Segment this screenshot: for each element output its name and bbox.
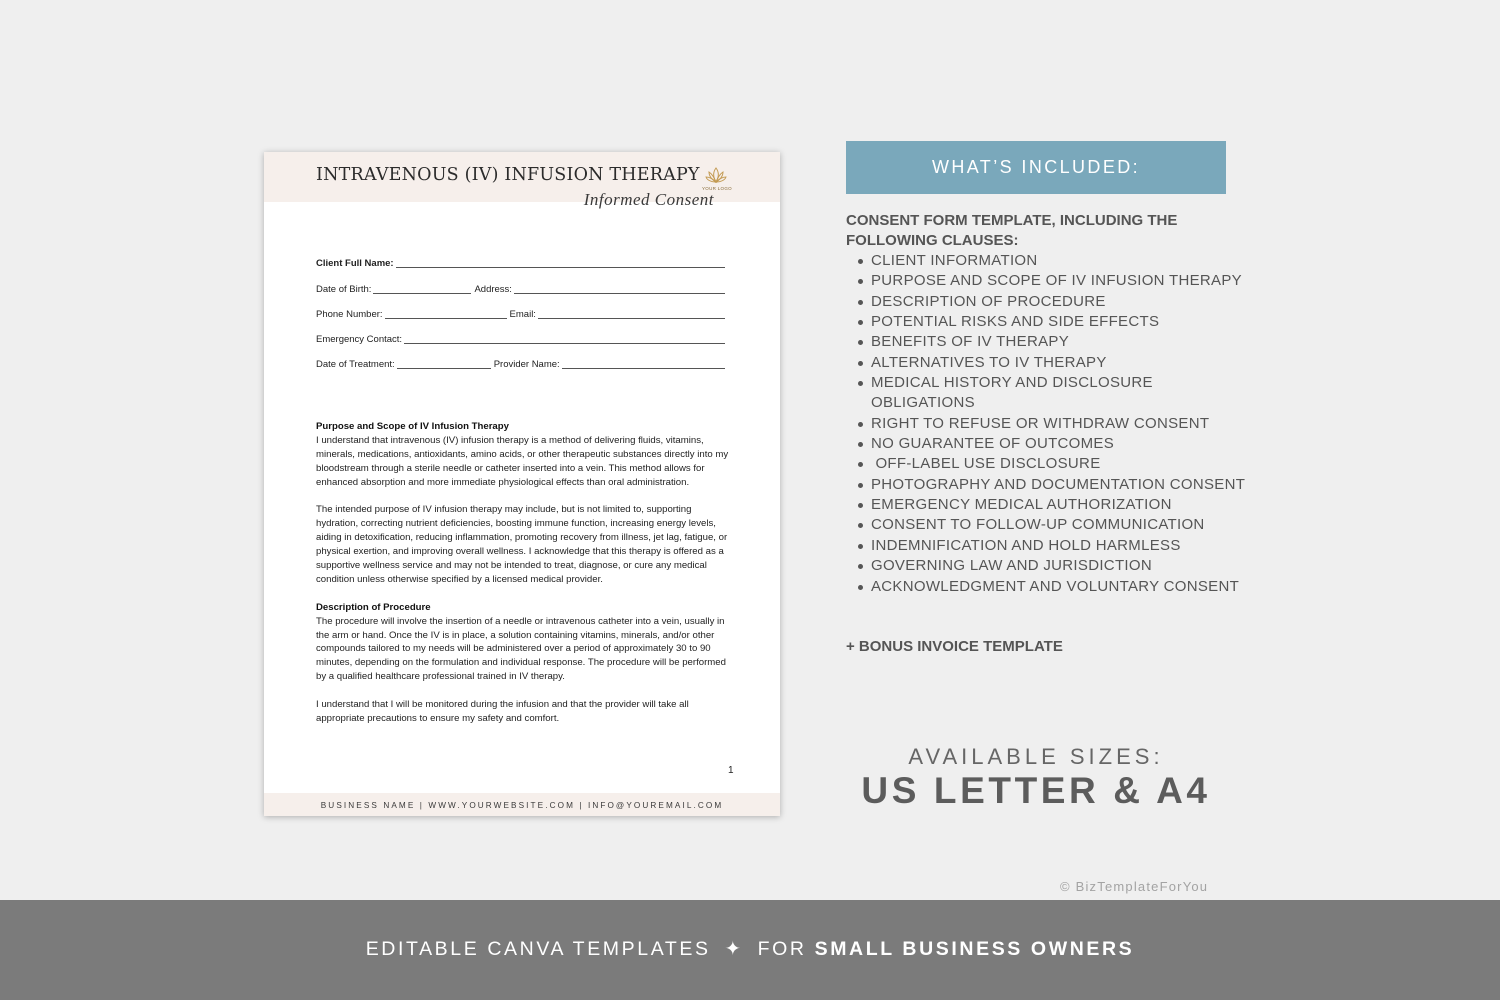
field-row-client-name — [316, 244, 728, 269]
clause-item: CONSENT TO FOLLOW-UP COMMUNICATION — [871, 515, 1261, 535]
clause-list — [846, 251, 1261, 597]
clause-item: PHOTOGRAPHY AND DOCUMENTATION CONSENT — [871, 475, 1261, 495]
email-line[interactable] — [538, 309, 725, 319]
clause-item: ACKNOWLEDGMENT AND VOLUNTARY CONSENT — [871, 577, 1261, 597]
dob-label: Date of Birth: — [316, 283, 372, 295]
address-label: Address: — [474, 283, 512, 295]
consent-form-page — [264, 152, 780, 816]
clause-item: ALTERNATIVES TO IV THERAPY — [871, 353, 1261, 373]
treatment-date-label: Date of Treatment: — [316, 359, 395, 371]
bottom-banner — [0, 900, 1500, 1000]
clause-item: EMERGENCY MEDICAL AUTHORIZATION — [871, 495, 1261, 515]
clause-item: POTENTIAL RISKS AND SIDE EFFECTS — [871, 312, 1261, 332]
clause-item: INDEMNIFICATION AND HOLD HARMLESS — [871, 536, 1261, 556]
document-subtitle: Informed Consent — [583, 190, 714, 209]
logo-label: YOUR LOGO — [702, 186, 732, 191]
clause-item: DESCRIPTION OF PROCEDURE — [871, 292, 1261, 312]
copyright-text: © BizTemplateForYou — [1060, 879, 1209, 894]
document-footer: BUSINESS NAME | WWW.YOURWEBSITE.COM | INFO@YOUREMAIL.COM — [264, 793, 780, 816]
sparkle-icon: ✦ — [724, 938, 744, 960]
address-line[interactable] — [514, 284, 725, 294]
whats-included-header: WHAT’S INCLUDED: — [846, 141, 1226, 194]
clause-item: NO GUARANTEE OF OUTCOMES — [871, 434, 1261, 454]
provider-label: Provider Name: — [493, 359, 560, 371]
field-row-phone-email — [316, 295, 728, 320]
dob-line[interactable] — [373, 284, 471, 294]
clause-item: CLIENT INFORMATION — [871, 251, 1261, 271]
emergency-label: Emergency Contact: — [316, 334, 403, 346]
field-row-treatment-provider — [316, 345, 728, 370]
emergency-line[interactable] — [404, 334, 725, 344]
whats-included-intro: CONSENT FORM TEMPLATE, INCLUDING THE FOLLOWING CLAUSES: — [846, 212, 1178, 250]
section-paragraph: The intended purpose of IV infusion therapy may include, but is not limited to, supporting hydration, correcting nutrient deficiencies, boosting immune function, increasing energy levels, aiding in detoxification, reducing inflammation, promoting recovery from illness, jet lag, fatigue, or physical exertion, and improving overall wellness. I acknowledge that this therapy is offered as a supportive wellness service and may not be intended to treat, diagnose, or cure any medical condition unless otherwise specified by a licensed medical provider. — [316, 504, 728, 585]
client-name-label: Client Full Name: — [316, 258, 394, 270]
document-body — [316, 420, 732, 740]
client-name-line[interactable] — [396, 258, 725, 268]
section-heading: Description of Procedure — [316, 601, 431, 613]
section-paragraph: I understand that I will be monitored during the infusion and that the provider will take all appropriate precautions to ensure my safety and comfort. — [316, 699, 689, 724]
clause-item: GOVERNING LAW AND JURISDICTION — [871, 556, 1261, 576]
page-number: 1 — [728, 765, 734, 776]
clause-item: OFF-LABEL USE DISCLOSURE — [871, 454, 1261, 474]
document-title: INTRAVENOUS (IV) INFUSION THERAPY — [316, 165, 700, 185]
client-info-fields — [316, 244, 728, 370]
banner-text-editable: EDITABLE CANVA TEMPLATES — [365, 938, 711, 960]
section-paragraph: The procedure will involve the insertion of a needle or intravenous catheter into a vein, usually in the arm or hand. Once the IV is in place, a solution containing vitamins, minerals, and/or other compounds tailored to my needs will be administered over a period of approximately 30 to 90 minutes, depending on the formulation and individual response. The procedure will be performed by a qualified healthcare professional trained in IV therapy. — [316, 615, 726, 683]
clause-item: MEDICAL HISTORY AND DISCLOSURE OBLIGATIONS — [871, 373, 1261, 414]
clause-item: BENEFITS OF IV THERAPY — [871, 332, 1261, 352]
bonus-text: + BONUS INVOICE TEMPLATE — [846, 638, 1063, 655]
available-sizes-label: AVAILABLE SIZES: — [908, 744, 1164, 769]
clause-item: RIGHT TO REFUSE OR WITHDRAW CONSENT — [871, 414, 1261, 434]
section-paragraph: I understand that intravenous (IV) infusion therapy is a method of delivering fluids, vitamins, minerals, medications, antioxidants, amino acids, or other therapeutic substances directly into my bloodstream through a sterile needle or catheter inserted into a vein. This method allows for enhanced absorption and more immediate physiological effects than oral administration. — [316, 434, 729, 488]
treatment-date-line[interactable] — [397, 359, 491, 369]
email-label: Email: — [509, 308, 536, 320]
field-row-emergency — [316, 320, 728, 345]
lotus-icon — [705, 167, 727, 185]
clause-item: PURPOSE AND SCOPE OF IV INFUSION THERAPY — [871, 271, 1261, 291]
phone-label: Phone Number: — [316, 308, 383, 320]
banner-text-for: FOR — [757, 938, 807, 960]
available-sizes-value: US LETTER & A4 — [861, 770, 1211, 811]
field-row-dob-address — [316, 269, 728, 294]
banner-text-audience: SMALL BUSINESS OWNERS — [814, 938, 1135, 960]
section-heading: Purpose and Scope of IV Infusion Therapy — [316, 421, 509, 432]
phone-line[interactable] — [385, 309, 507, 319]
provider-line[interactable] — [562, 359, 725, 369]
